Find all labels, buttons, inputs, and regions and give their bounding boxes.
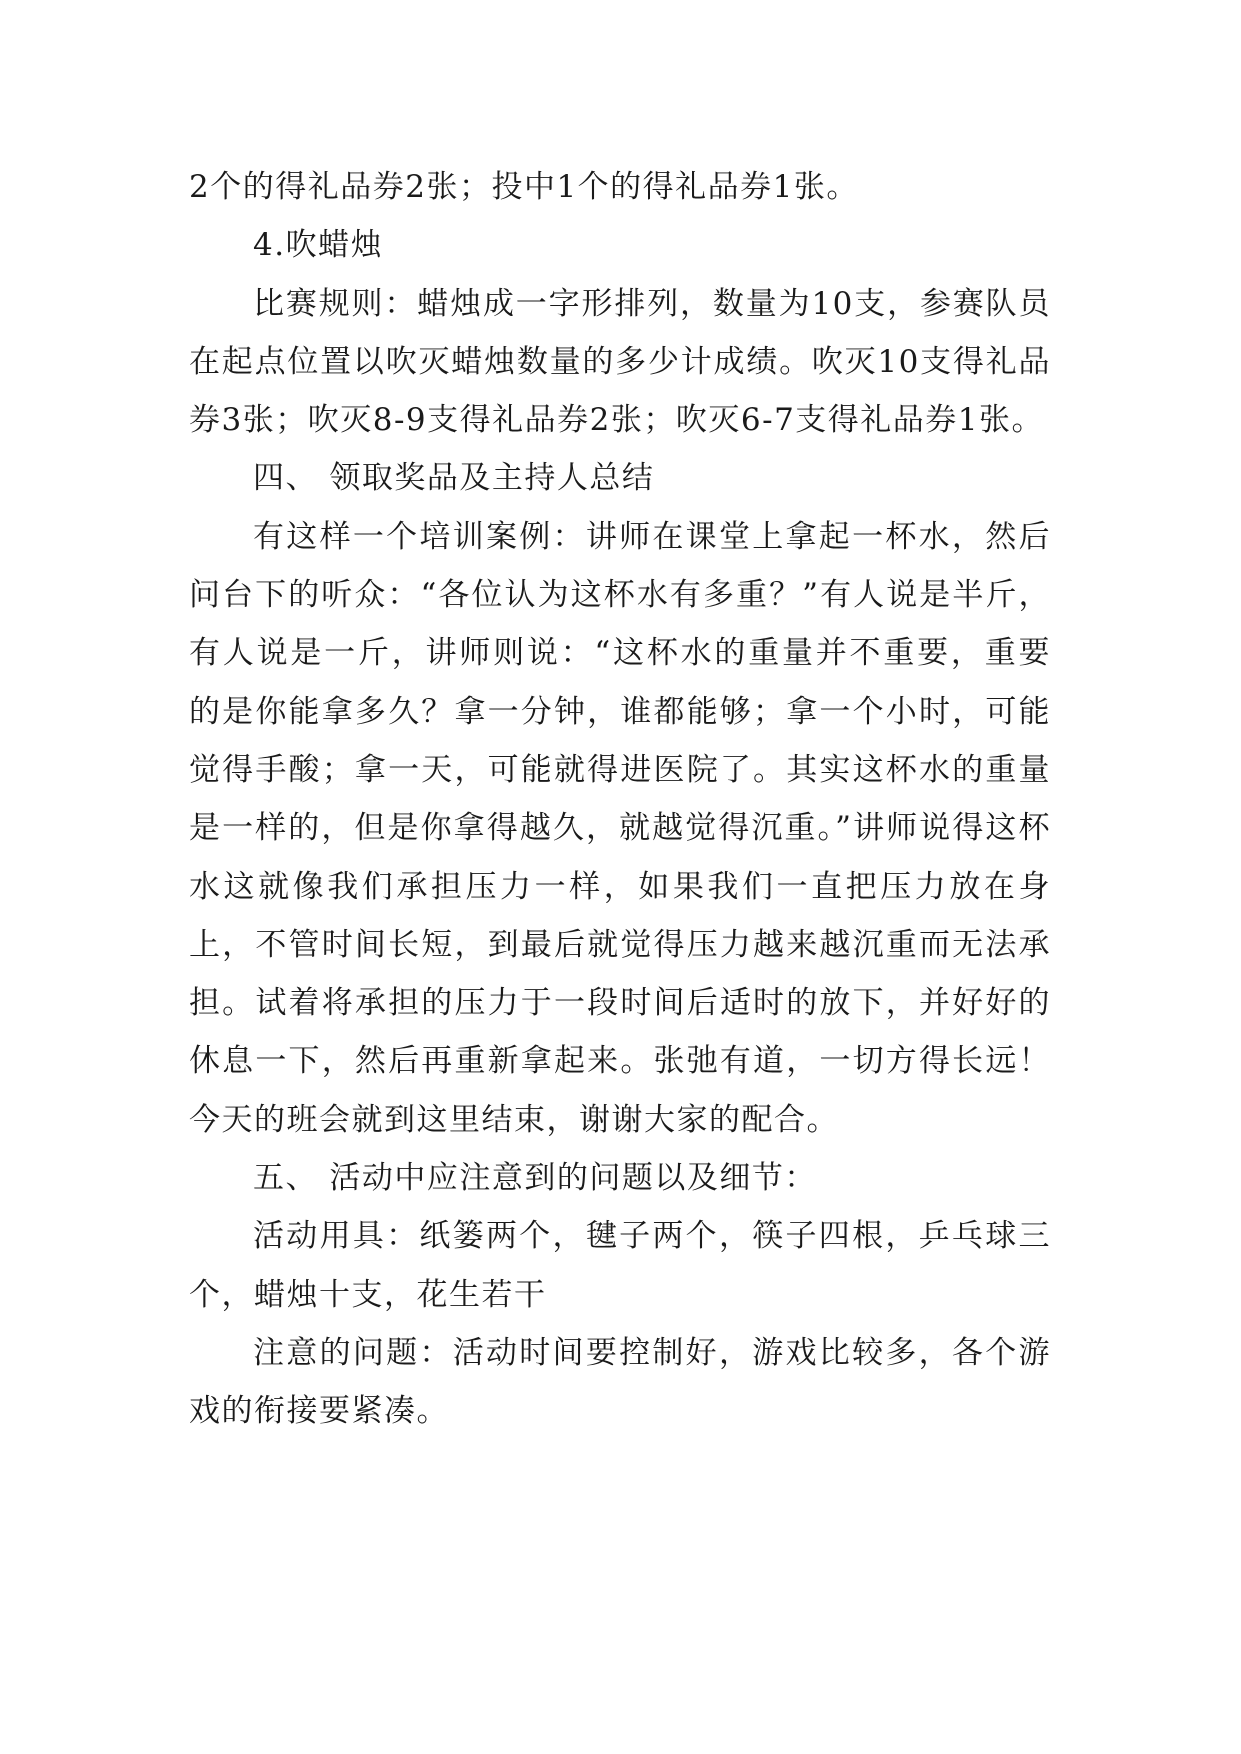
heading-blow-candles: 4.吹蜡烛 — [253, 227, 384, 264]
paragraph-candle-rules: 比赛规则：蜡烛成一字形排列，数量为10支，参赛队员在起点位置以吹灭蜡烛数量的多少计成绩。吹灭10支得礼品券3张；吹灭8-9支得礼品券2张；吹灭6-7支得礼品券1张。 — [189, 285, 1051, 439]
paragraph-scoring-continued: 2个的得礼品券2张；投中1个的得礼品券1张。 — [189, 169, 859, 205]
heading-section-four: 四、 领取奖品及主持人总结 — [253, 460, 655, 497]
heading-section-five: 五、 活动中应注意到的问题以及细节： — [253, 1160, 817, 1197]
paragraph-equipment: 活动用具：纸篓两个，毽子两个，筷子四根，乒乓球三个，蜡烛十支，花生若干 — [189, 1218, 1051, 1313]
document-body — [189, 158, 1051, 1441]
paragraph-notes: 注意的问题：活动时间要控制好，游戏比较多，各个游戏的衔接要紧凑。 — [189, 1334, 1051, 1430]
paragraph-training-case: 有这样一个培训案例：讲师在课堂上拿起一杯水，然后问台下的听众：“各位认为这杯水有多重？”有人说是半斤，有人说是一斤，讲师则说：“这杯水的重量并不重要，重要的是你能拿多久？拿一分钟，谁都能够；拿一个小时，可能觉得手酸；拿一天，可能就得进医院了。其实这杯水的重量是一样的，但是你拿得越久，就越觉得沉重。”讲师说得这杯水这就像我们承担压力一样，如果我们一直把压力放在身上，不管时间长短，到最后就觉得压力越来越沉重而无法承担。试着将承担的压力于一段时间后适时的放下，并好好的休息一下，然后再重新拿起来。张弛有道，一切方得长远！今天的班会就到这里结束，谢谢大家的配合。 — [189, 518, 1051, 1138]
